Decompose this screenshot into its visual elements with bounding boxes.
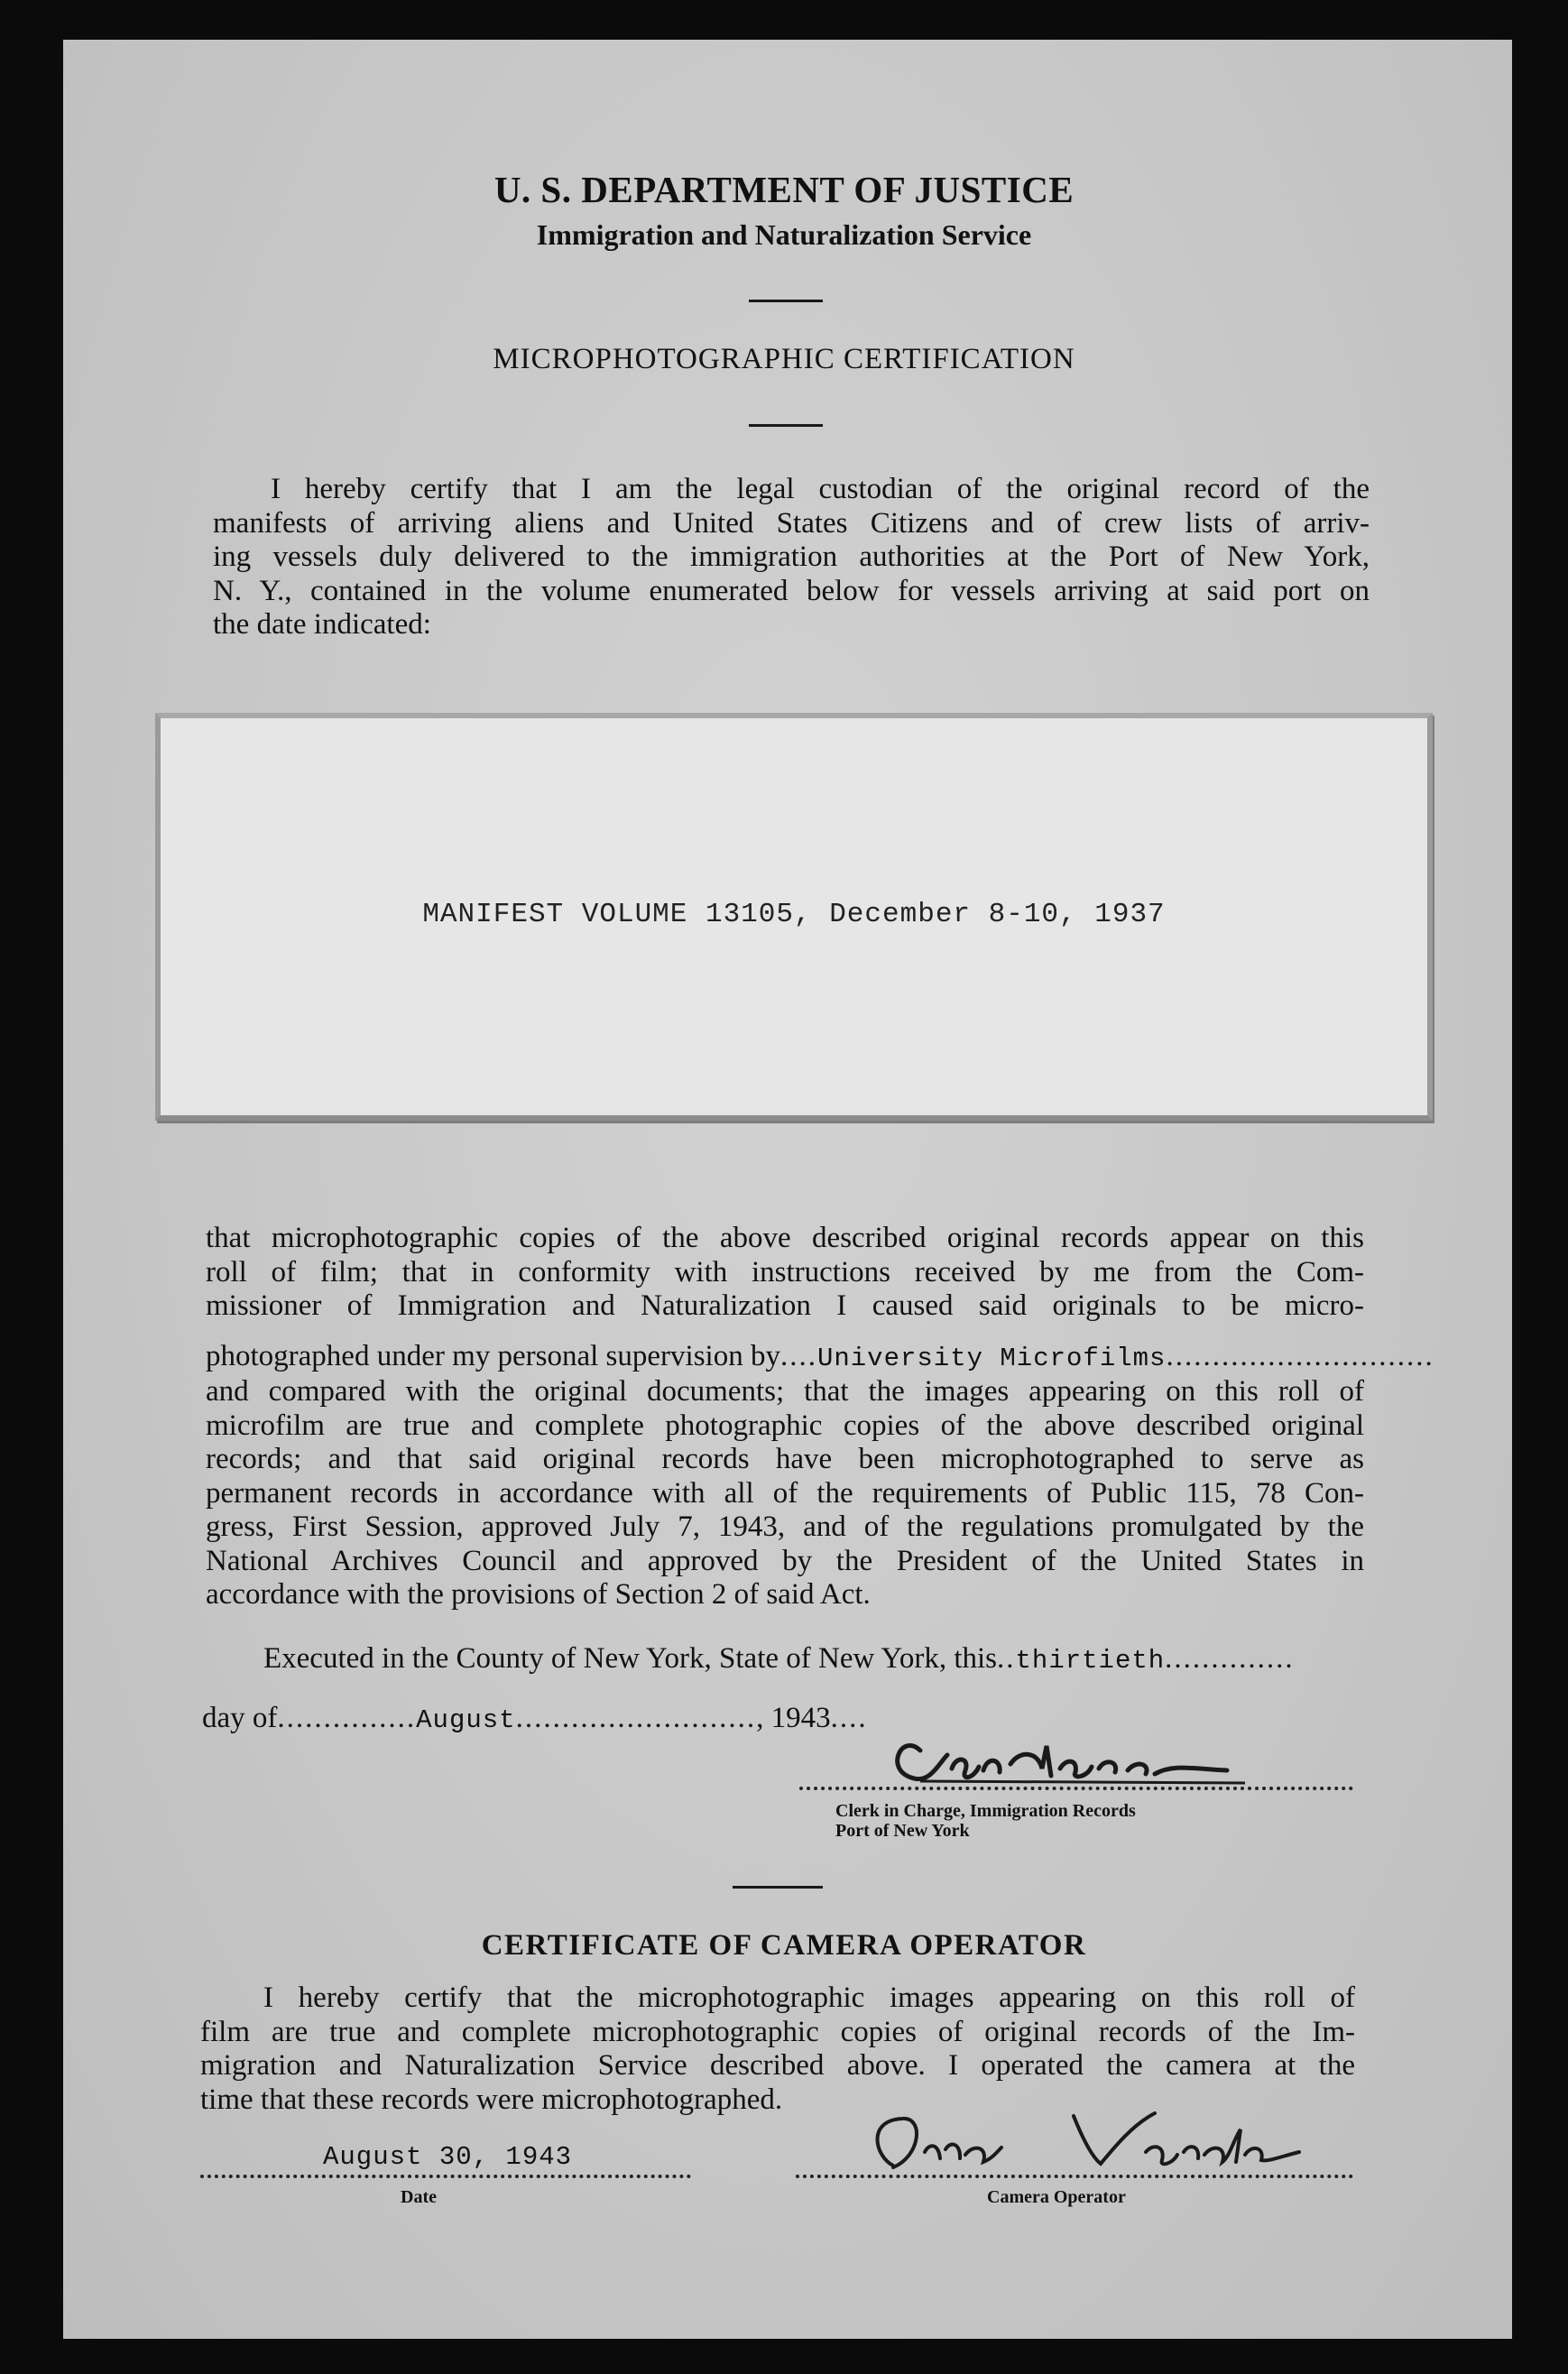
header-divider	[749, 300, 823, 302]
execution-month-fill: August	[416, 1705, 516, 1735]
day-of-line: day of ............... August .......................... , 1943 ....	[202, 1702, 868, 1735]
body-line: missioner of Immigration and Naturalization I caused said originals to be micro-	[206, 1289, 1364, 1322]
body-paragraph	[206, 1222, 1434, 1612]
clerk-signature-line	[799, 1787, 1353, 1790]
body-line: gress, First Session, approved July 7, 1943, and of the regulations promulgated by the	[206, 1510, 1364, 1543]
camera-line: migration and Naturalization Service described above. I operated the camera at the	[200, 2049, 1355, 2082]
body-line: microfilm are true and complete photographic copies of the above described original	[206, 1409, 1364, 1442]
camera-line: film are true and complete microphotographic copies of original records of the Im-	[200, 2015, 1355, 2048]
camera-line: I hereby certify that the microphotographic images appearing on this roll of	[263, 1981, 1355, 2014]
section-divider	[733, 1886, 823, 1889]
manifest-volume-card	[155, 713, 1433, 1121]
execution-line: Executed in the County of New York, State of New York, this .. thirtieth ..............	[263, 1642, 1295, 1676]
intro-line: manifests of arriving aliens and United States Citizens and of crew lists of arriv-	[213, 506, 1370, 540]
intro-paragraph	[213, 473, 1370, 642]
execution-year: , 1943	[756, 1702, 831, 1734]
supervision-fill: University Microfilms	[816, 1343, 1167, 1373]
body-line: permanent records in accordance with all of the requirements of Public 115, 78 Con-	[206, 1476, 1364, 1510]
title-divider	[749, 424, 823, 427]
service-subheading: Immigration and Naturalization Service	[536, 218, 1032, 251]
clerk-title	[835, 1801, 1136, 1841]
body-line: accordance with the provisions of Section 2 of said Act.	[206, 1578, 871, 1611]
camera-operator-signature	[839, 2102, 1362, 2184]
camera-operator-line	[796, 2175, 1353, 2178]
camera-operator-label: Camera Operator	[987, 2187, 1126, 2207]
manifest-volume-text: MANIFEST VOLUME 13105, December 8-10, 1937	[422, 899, 1166, 930]
form-title: MICROPHOTOGRAPHIC CERTIFICATION	[493, 343, 1075, 375]
execution-day-fill: thirtieth	[1015, 1646, 1166, 1676]
execution-prefix: Executed in the County of New York, State of New York, this	[263, 1642, 998, 1675]
intro-line: I hereby certify that I am the legal custodian of the original record of the	[271, 473, 1370, 505]
supervision-prefix: photographed under my personal supervision by	[206, 1339, 780, 1372]
intro-line: ing vessels duly delivered to the immigration authorities at the Port of New York,	[213, 540, 1370, 573]
body-line: and compared with the original documents; that the images appearing on this roll of	[206, 1375, 1364, 1408]
camera-certificate-paragraph	[200, 1981, 1355, 2117]
clerk-signature	[866, 1714, 1281, 1796]
supervision-line: photographed under my personal supervision by .... University Microfilms .............................	[206, 1340, 1364, 1376]
camera-date-label: Date	[401, 2187, 437, 2207]
camera-date-line	[200, 2175, 691, 2178]
intro-line: the date indicated:	[213, 608, 431, 641]
department-heading: U. S. DEPARTMENT OF JUSTICE	[493, 169, 1075, 210]
camera-date-fill: August 30, 1943	[323, 2142, 573, 2172]
body-line: records; and that said original records have been microphotographed to serve as	[206, 1443, 1364, 1475]
clerk-title-line: Port of New York	[835, 1821, 970, 1841]
clerk-title-line: Clerk in Charge, Immigration Records	[835, 1801, 1136, 1821]
intro-line: N. Y., contained in the volume enumerated below for vessels arriving at said port on	[213, 574, 1370, 607]
camera-line: time that these records were microphotographed.	[200, 2083, 783, 2116]
body-line: National Archives Council and approved by the President of the United States in	[206, 1544, 1364, 1577]
body-line: that microphotographic copies of the above described original records appear on this	[206, 1222, 1364, 1254]
camera-certificate-title: CERTIFICATE OF CAMERA OPERATOR	[481, 1929, 1087, 1962]
body-line: roll of film; that in conformity with instructions received by me from the Com-	[206, 1255, 1364, 1289]
day-of-label: day of	[202, 1702, 278, 1734]
